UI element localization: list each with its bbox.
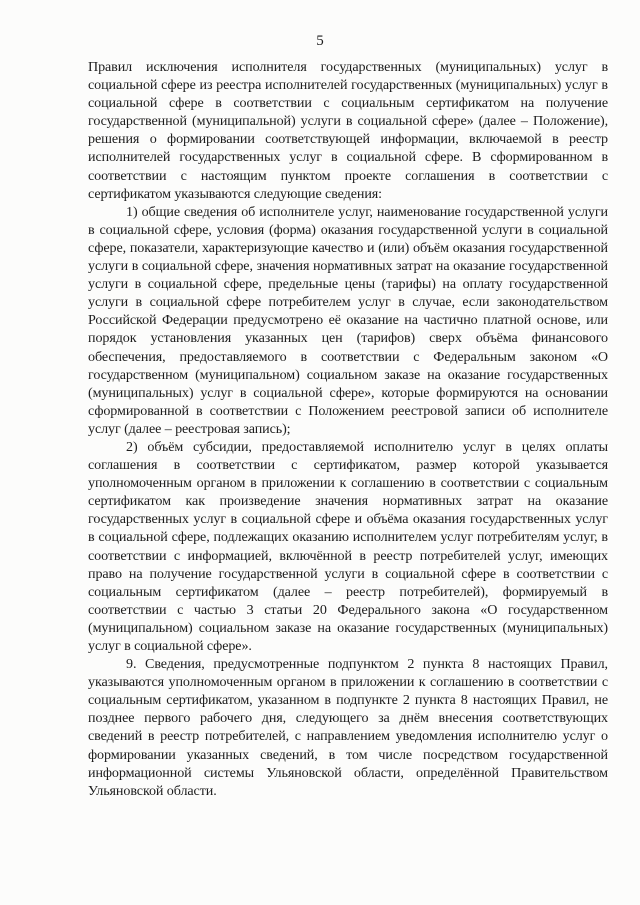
- paragraph-continuation: Правил исключения исполнителя государственных (муниципальных) услуг в социальной сфере из реестра исполнителей государственных (муниципальных) услуг в социальной сфере в соответствии с социальным сертификатом на получение государственной (муниципальной) услуги в социальной сфере» (далее – Положение), решения о формировании соответствующей информации, включаемой в реестр исполнителей государственных услуг в социальной сфере. В сформированном в соответствии с настоящим пунктом проекте соглашения в соответствии с сертификатом указываются следующие сведения:: [88, 59, 608, 202]
- paragraph-item-1: 1) общие сведения об исполнителе услуг, наименование государственной услуги в социальной сфере, условия (форма) оказания государственной услуги в социальной сфере, показатели, характеризующие качество и (или) объём оказания государственной услуги в социальной сфере, значения нормативных затрат на оказание государственной услуги в социальной сфере, предельные цены (тарифы) на оплату государственной услуги в социальной сфере потребителем услуг в случае, если законодательством Российской Федерации предусмотрено её оказание на частично платной основе, или порядок установления указанных цен (тарифов) сверх объёма финансового обеспечения, предоставляемого в соответствии с Федеральным законом «О государственном (муниципальном) социальном заказе на оказание государственных (муниципальных) услуг в социальной сфере», которые формируются на основании сформированной в соответствии с Положением реестровой записи об исполнителе услуг (далее – реестровая запись);: [88, 203, 608, 437]
- document-body: [88, 58, 608, 800]
- paragraph-item-2: 2) объём субсидии, предоставляемой исполнителю услуг в целях оплаты соглашения в соответствии с сертификатом, размер которой указывается уполномоченным органом в приложении к соглашению в соответствии с социальным сертификатом как произведение значения нормативных затрат на оказание государственных услуг в социальной сфере и объёма оказания государственных услуг в социальной сфере, подлежащих оказанию исполнителем услуг потребителям услуг, в соответствии с информацией, включённой в реестр потребителей услуг, имеющих право на получение государственной услуги в социальной сфере в соответствии с социальным сертификатом (далее – реестр потребителей), формируемый в соответствии с частью 3 статьи 20 Федерального закона «О государственном (муниципальном) социальном заказе на оказание государственных (муниципальных) услуг в социальной сфере».: [88, 438, 608, 654]
- paragraph-section-9: 9. Сведения, предусмотренные подпунктом 2 пункта 8 настоящих Правил, указываются уполномоченным органом в приложении к соглашению в соответствии с социальным сертификатом, указанном в подпункте 2 пункта 8 настоящих Правил, не позднее первого рабочего дня, следующего за днём внесения соответствующих сведений в реестр потребителей, с направлением уведомления исполнителю услуг о формировании указанных сведений, в том числе посредством государственной информационной системы Ульяновской области, определённой Правительством Ульяновской области.: [88, 656, 608, 799]
- page-number: 5: [316, 33, 324, 49]
